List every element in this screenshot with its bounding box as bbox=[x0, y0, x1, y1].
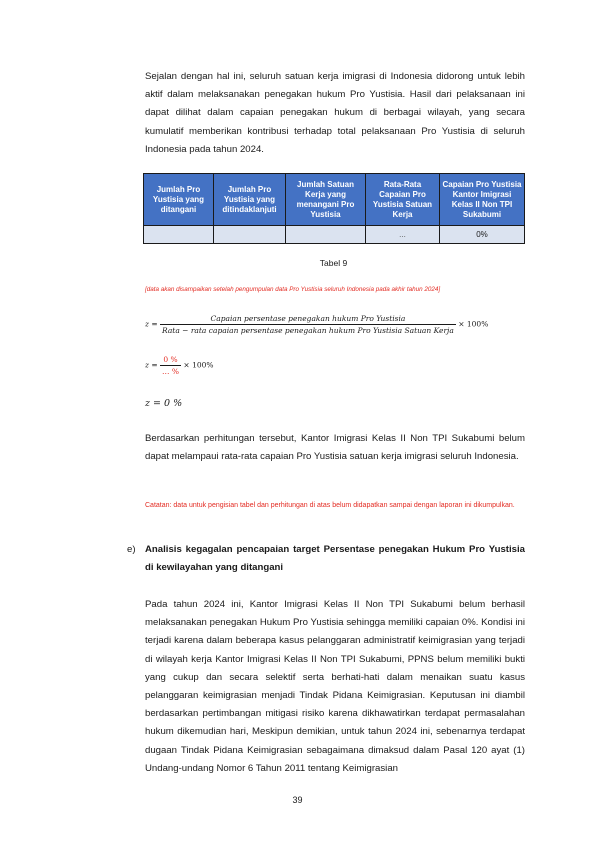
section-marker: e) bbox=[127, 544, 136, 555]
pro-yustisia-table bbox=[143, 173, 525, 244]
formula-denominator: Rata − rata capaian persentase penegakan hukum Pro Yustisia Satuan Kerja bbox=[162, 326, 454, 335]
formula-rhs: × 100% bbox=[183, 360, 214, 370]
pending-data-note: [data akan disampaikan setelah pengumpulan data Pro Yustisia seluruh Indonesia pada akhir tahun 2024] bbox=[145, 286, 441, 293]
conclusion-paragraph: Berdasarkan perhitungan tersebut, Kantor Imigrasi Kelas II Non TPI Sukabumi belum dapat melampaui rata-rata capaian Pro Yustisia satuan kerja imigrasi seluruh Indonesia. bbox=[145, 433, 525, 463]
formula-rhs: × 100% bbox=[458, 319, 489, 329]
formula-1 bbox=[145, 314, 488, 335]
formula-fraction bbox=[160, 314, 456, 335]
table-header-cell: Jumlah Pro Yustisia yang ditindaklanjuti bbox=[214, 174, 286, 226]
table-cell: 0% bbox=[440, 226, 525, 244]
intro-paragraph: Sejalan dengan hal ini, seluruh satuan kerja imigrasi di Indonesia didorong untuk lebih aktif dalam melaksanakan penegakan hukum Pro Yustisia. Hasil dari pelaksanaan ini dapat dilihat dalam capaian penegakan hukum di berbagai wilayah, yang secara kumulatif memberikan kontribusi terhadap total pelaksanaan Pro Yustisia di seluruh Indonesia pada tahun 2024. bbox=[145, 71, 525, 155]
table-cell bbox=[144, 226, 214, 244]
formula-denominator: … % bbox=[162, 367, 180, 376]
table-header-row bbox=[144, 174, 525, 226]
table-header-cell: Jumlah Pro Yustisia yang ditangani bbox=[144, 174, 214, 226]
table-row bbox=[144, 226, 525, 244]
catatan-note: Catatan: data untuk pengisian tabel dan perhitungan di atas belum didapatkan sampai dengan laporan ini dikumpulkan. bbox=[145, 502, 515, 509]
page-number: 39 bbox=[292, 795, 303, 805]
table-cell: ... bbox=[366, 226, 440, 244]
formula-2 bbox=[145, 355, 214, 376]
table-header-cell: Rata-Rata Capaian Pro Yustisia Satuan Kerja bbox=[366, 174, 440, 226]
body-paragraph: Pada tahun 2024 ini, Kantor Imigrasi Kelas II Non TPI Sukabumi belum berhasil melaksanakan penegakan Hukum Pro Yustisia sehingga memiliki capaian 0%. Kondisi ini terjadi karena dalam beberapa kasus pelanggaran administratif keimigrasian yang terjadi di wilayah kerja Kantor Imigrasi Kelas II Non TPI Sukabumi, PPNS belum memiliki bukti yang cukup dan secara selektif serta berhati-hati dalam menaikan suatu kasus pelanggaran keimigrasian menjadi Tindak Pidana Keimigrasian. Keputusan ini diambil berdasarkan pertimbangan mitigasi risiko karena dikhawatirkan terdapat permasalahan hukum dikemudian hari, Meskipun demikian, untuk tahun 2024 ini, sebenarnya terdapat dugaan Tindak Pidana Keimigrasian sebagaimana dimaksud dalam Pasal 120 ayat (1) Undang-undang Nomor 6 Tahun 2011 tentang Keimigrasian bbox=[145, 599, 525, 774]
formula-fraction bbox=[160, 355, 181, 376]
formula-numerator: Capaian persentase penegakan hukum Pro Yustisia bbox=[160, 314, 456, 325]
section-title: Analisis kegagalan pencapaian target Persentase penegakan Hukum Pro Yustisia di kewilayahan yang ditangani bbox=[145, 544, 525, 574]
table-cell bbox=[286, 226, 366, 244]
table-cell bbox=[214, 226, 286, 244]
formula-numerator: 0 % bbox=[160, 355, 181, 366]
table-header-cell: Capaian Pro Yustisia Kantor Imigrasi Kelas II Non TPI Sukabumi bbox=[440, 174, 525, 226]
table-caption: Tabel 9 bbox=[319, 258, 348, 268]
formula-lhs: z = bbox=[145, 319, 158, 329]
formula-3 bbox=[145, 398, 182, 409]
formula-lhs: z = bbox=[145, 360, 158, 370]
table-header-cell: Jumlah Satuan Kerja yang menangani Pro Yustisia bbox=[286, 174, 366, 226]
formula-result: z = 0 % bbox=[145, 398, 183, 409]
